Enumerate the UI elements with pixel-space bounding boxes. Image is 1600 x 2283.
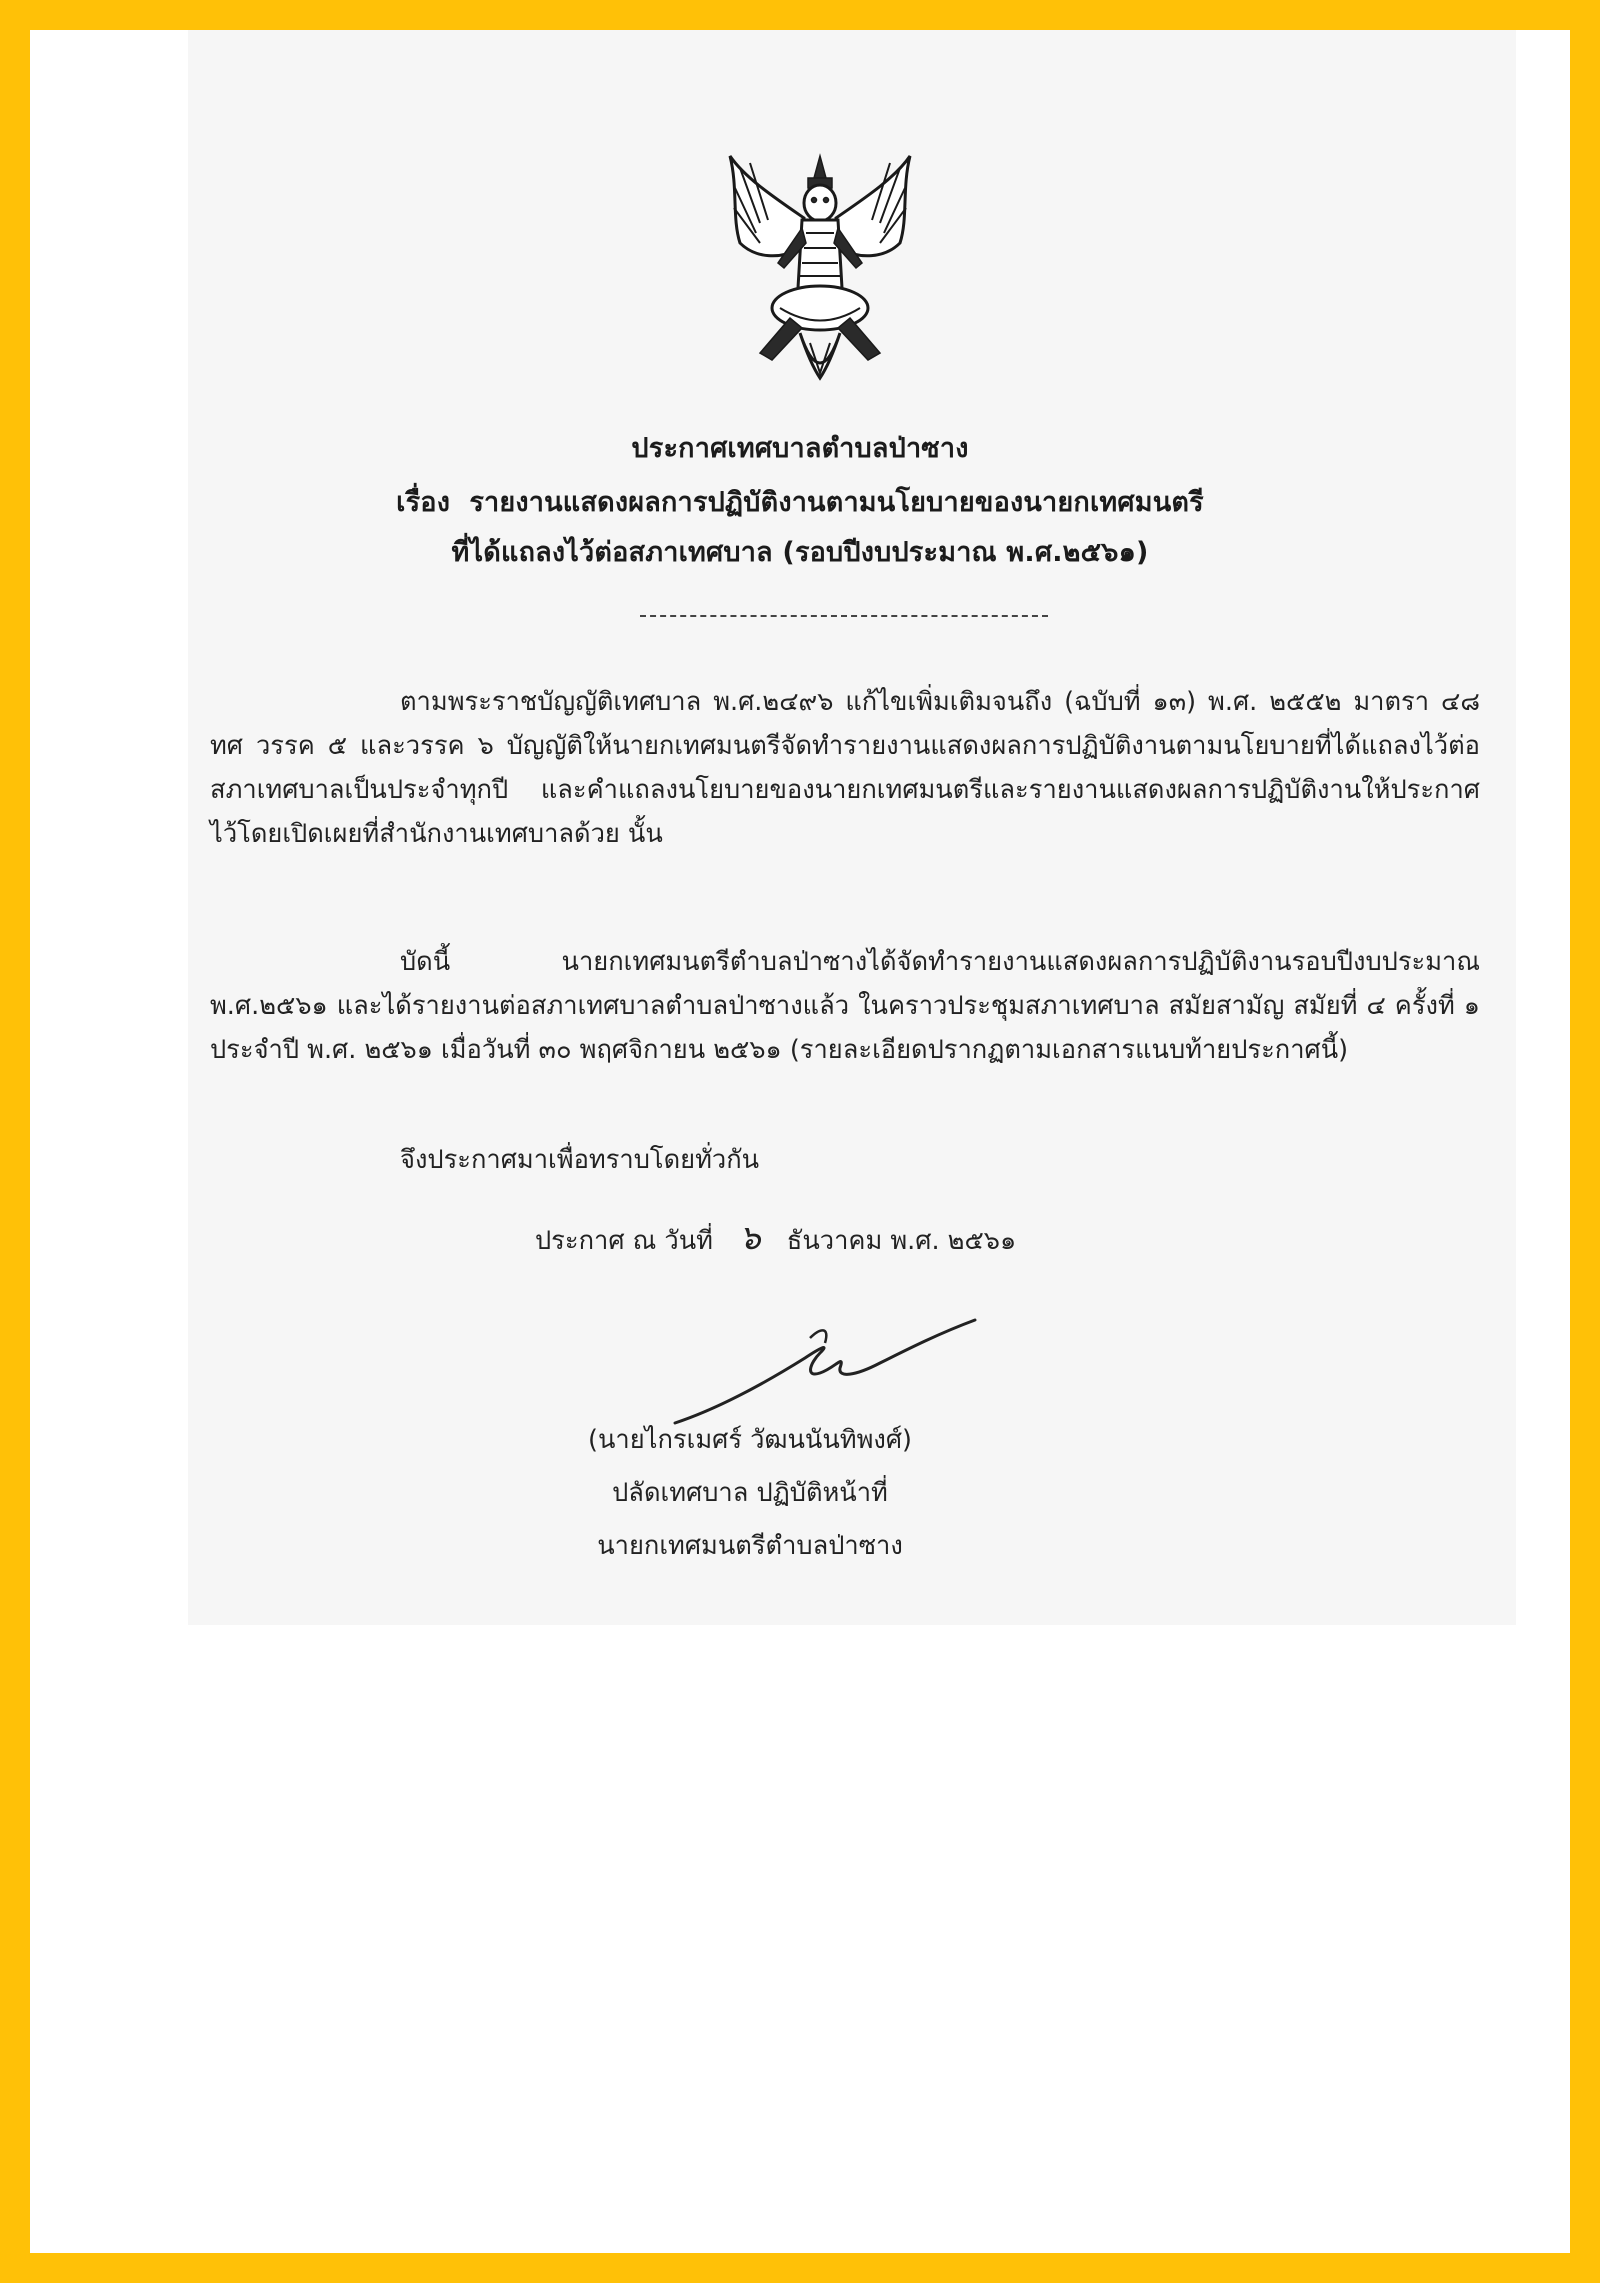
paragraph-2: บัดนี้ นายกเทศมนตรีตำบลป่าซางได้จัดทำรายงานแสดงผลการปฏิบัติงานรอบปีงบประมาณ พ.ศ.๒๕๖๑ และได้รายงานต่อสภาเทศบาลตำบลป่าซางแล้ว ในคราวประชุมสภาเทศบาล สมัยสามัญ สมัยที่ ๔ ครั้งที่ ๑ ประจำปี พ.ศ. ๒๕๖๑ เมื่อวันที่ ๓๐ พฤศจิกายน ๒๕๖๑ (รายละเอียดปรากฏตามเอกสารแนบท้ายประกาศนี้) xyxy=(210,947,1480,1065)
document-page xyxy=(30,30,1570,2253)
subject-line-2: ที่ได้แถลงไว้ต่อสภาเทศบาล (รอบปีงบประมาณ พ.ศ.๒๕๖๑) xyxy=(451,537,1149,568)
signer-position-2: นายกเทศมนตรีตำบลป่าซาง xyxy=(597,1531,903,1561)
subject-label: เรื่อง xyxy=(396,487,451,518)
closing-text: จึงประกาศมาเพื่อทราบโดยทั่วกัน xyxy=(400,1145,760,1175)
announcement-title: ประกาศเทศบาลตำบลป่าซาง xyxy=(631,433,969,464)
paragraph-1: ตามพระราชบัญญัติเทศบาล พ.ศ.๒๔๙๖ แก้ไขเพิ่มเติมจนถึง (ฉบับที่ ๑๓) พ.ศ. ๒๕๕๒ มาตรา ๔๘ ทศ วรรค ๕ และวรรค ๖ บัญญัติให้นายกเทศมนตรีจัดทำรายงานแสดงผลการปฏิบัติงานตามนโยบายที่ได้แถลงไว้ต่อสภาเทศบาลเป็นประจำทุกปี และคำแถลงนโยบายของนายกเทศมนตรีและรายงานแสดงผลการปฏิบัติงานให้ประกาศไว้โดยเปิดเผยที่สำนักงานเทศบาลด้วย นั้น xyxy=(210,687,1480,849)
announcement-date xyxy=(535,1210,1016,1264)
signer-name: (นายไกรเมศร์ วัฒนนันทิพงศ์) xyxy=(588,1425,912,1455)
date-prefix: ประกาศ ณ วันที่ xyxy=(535,1226,713,1256)
date-suffix: ธันวาคม พ.ศ. ๒๕๖๑ xyxy=(786,1226,1017,1256)
subject-line xyxy=(30,480,1570,523)
garuda-emblem-icon xyxy=(720,148,920,393)
subject-text: รายงานแสดงผลการปฏิบัติงานตามนโยบายของนายกเทศมนตรี xyxy=(469,487,1204,518)
date-day: ๖ xyxy=(739,1218,761,1258)
signature-icon xyxy=(670,1298,980,1438)
divider xyxy=(640,615,1048,617)
signer-position-1: ปลัดเทศบาล ปฏิบัติหน้าที่ xyxy=(612,1478,888,1508)
